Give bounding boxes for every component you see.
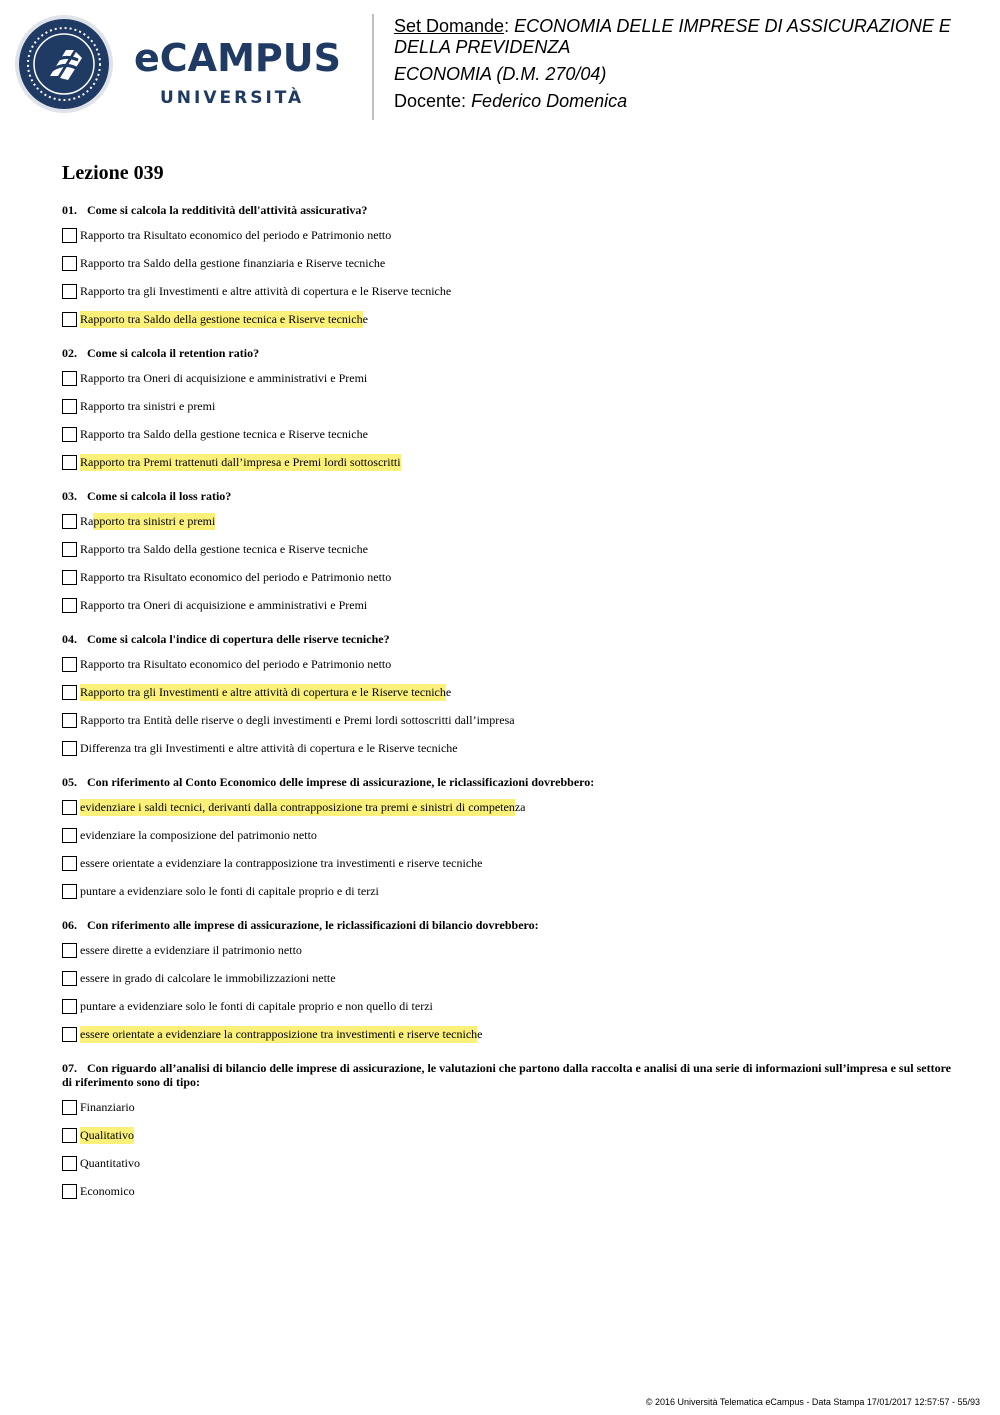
answer-option[interactable]: [62, 853, 962, 873]
question-number: 01.: [62, 203, 77, 217]
question-prompt: Come si calcola la redditività dell'attività assicurativa?: [87, 203, 368, 217]
question-prompt: Come si calcola il loss ratio?: [87, 489, 232, 503]
checkbox[interactable]: [62, 312, 77, 327]
answer-option[interactable]: [62, 225, 962, 245]
answer-text: essere dirette a evidenziare il patrimonio netto: [80, 942, 302, 957]
header-info: Set Domande: ECONOMIA DELLE IMPRESE DI ASSICURAZIONE E DELLA PREVIDENZA ECONOMIA (D.M. 270/04) Docente: Federico Domenica: [394, 16, 994, 112]
page-header: [0, 0, 1000, 130]
answer-text: Differenza tra gli Investimenti e altre attività di copertura e le Riserve tecniche: [80, 740, 458, 755]
checkbox[interactable]: [62, 657, 77, 672]
checkbox[interactable]: [62, 1128, 77, 1143]
answer-text: Rapporto tra Oneri di acquisizione e amministrativi e Premi: [80, 370, 368, 385]
header-divider: [372, 14, 374, 120]
question-prompt: Con riferimento alle imprese di assicurazione, le riclassificazioni di bilancio dovrebbero:: [87, 918, 539, 932]
logo-wordmark: eCAMPUS: [134, 36, 341, 80]
answer-text: evidenziare la composizione del patrimonio netto: [80, 827, 317, 842]
answer-option[interactable]: [62, 424, 962, 444]
answer-option[interactable]: [62, 281, 962, 301]
checkbox[interactable]: [62, 1184, 77, 1199]
answer-text: za: [514, 799, 526, 814]
question-prompt: Come si calcola il retention ratio?: [87, 346, 260, 360]
checkbox[interactable]: [62, 971, 77, 986]
answer-text: essere orientate a evidenziare la contrapposizione tra investimenti e riserve tecniche: [80, 855, 483, 870]
checkbox[interactable]: [62, 685, 77, 700]
question-text: [62, 775, 962, 789]
answer-text: essere in grado di calcolare le immobilizzazioni nette: [80, 970, 336, 985]
answer-text: Rapporto tra Risultato economico del periodo e Patrimonio netto: [80, 656, 392, 671]
checkbox[interactable]: [62, 598, 77, 613]
checkbox[interactable]: [62, 741, 77, 756]
answer-option[interactable]: [62, 567, 962, 587]
question-number: 04.: [62, 632, 77, 646]
question-text: [62, 346, 962, 360]
answer-option[interactable]: [62, 368, 962, 388]
highlighted-answer-text: pporto tra sinistri e premi: [93, 513, 216, 528]
question-5: [62, 775, 962, 901]
checkbox[interactable]: [62, 427, 77, 442]
question-text: [62, 632, 962, 646]
question-number: 07.: [62, 1061, 77, 1075]
answer-text: e: [445, 684, 452, 699]
answer-text: Rapporto tra Saldo della gestione finanziaria e Riserve tecniche: [80, 255, 386, 270]
answer-text: puntare a evidenziare solo le fonti di capitale proprio e di terzi: [80, 883, 379, 898]
answer-option[interactable]: [62, 452, 962, 472]
checkbox[interactable]: [62, 943, 77, 958]
answer-option[interactable]: [62, 396, 962, 416]
highlighted-answer-text: Rapporto tra Saldo della gestione tecnica e Riserve tecnich: [80, 311, 363, 326]
highlighted-answer-text: evidenziare i saldi tecnici, derivanti dalla contrapposizione tra premi e sinistri di competen: [80, 799, 515, 814]
set-label: Set Domande: [394, 16, 505, 36]
answer-option[interactable]: [62, 996, 962, 1016]
highlighted-answer-text: Rapporto tra gli Investimenti e altre attività di copertura e le Riserve tecnich: [80, 684, 446, 699]
question-list: [62, 203, 962, 1201]
question-text: [62, 203, 962, 217]
answer-text: Ra: [80, 513, 94, 528]
question-prompt: Come si calcola l'indice di copertura delle riserve tecniche?: [87, 632, 390, 646]
answer-option[interactable]: [62, 654, 962, 674]
checkbox[interactable]: [62, 999, 77, 1014]
checkbox[interactable]: [62, 884, 77, 899]
answer-text: Rapporto tra Saldo della gestione tecnica e Riserve tecniche: [80, 426, 368, 441]
set-title: ECONOMIA DELLE IMPRESE DI ASSICURAZIONE E DELLA PREVIDENZA: [394, 16, 951, 57]
page-footer: © 2016 Università Telematica eCampus - Data Stampa 17/01/2017 12:57:57 - 55/93: [645, 1397, 980, 1407]
answer-option[interactable]: [62, 511, 962, 531]
question-7: [62, 1061, 962, 1201]
question-number: 05.: [62, 775, 77, 789]
question-prompt: Con riguardo all’analisi di bilancio delle imprese di assicurazione, le valutazioni che partono dalla raccolta e analisi di una serie di informazioni sull’impresa e sul settore di riferimento sono di tipo:: [62, 1061, 951, 1089]
checkbox[interactable]: [62, 284, 77, 299]
checkbox[interactable]: [62, 371, 77, 386]
answer-text: Rapporto tra Entità delle riserve o degli investimenti e Premi lordi sottoscritti dall’impresa: [80, 712, 515, 727]
question-3: [62, 489, 962, 615]
answer-option[interactable]: [62, 1097, 962, 1117]
question-6: [62, 918, 962, 1044]
answer-text: e: [362, 311, 368, 326]
question-1: [62, 203, 962, 329]
answer-option[interactable]: [62, 825, 962, 845]
answer-text: puntare a evidenziare solo le fonti di capitale proprio e non quello di terzi: [80, 998, 433, 1013]
checkbox[interactable]: [62, 514, 77, 529]
answer-text: Rapporto tra Oneri di acquisizione e amministrativi e Premi: [80, 597, 368, 612]
question-text: [62, 918, 962, 932]
answer-text: Rapporto tra Risultato economico del periodo e Patrimonio netto: [80, 227, 392, 242]
checkbox[interactable]: [62, 256, 77, 271]
checkbox[interactable]: [62, 1156, 77, 1171]
question-text: [62, 1061, 962, 1089]
checkbox[interactable]: [62, 800, 77, 815]
answer-option[interactable]: [62, 253, 962, 273]
course-name: ECONOMIA (D.M. 270/04): [394, 64, 607, 84]
answer-option[interactable]: [62, 881, 962, 901]
highlighted-answer-text: essere orientate a evidenziare la contrapposizione tra investimenti e riserve tecnich: [80, 1026, 478, 1041]
question-number: 03.: [62, 489, 77, 503]
answer-text: Quantitativo: [80, 1155, 140, 1170]
answer-text: Rapporto tra gli Investimenti e altre attività di copertura e le Riserve tecniche: [80, 283, 452, 298]
question-4: [62, 632, 962, 758]
question-number: 02.: [62, 346, 77, 360]
checkbox[interactable]: [62, 570, 77, 585]
answer-text: Rapporto tra Saldo della gestione tecnica e Riserve tecniche: [80, 541, 368, 556]
answer-option[interactable]: [62, 1153, 962, 1173]
answer-option[interactable]: [62, 968, 962, 988]
question-number: 06.: [62, 918, 77, 932]
answer-text: Rapporto tra sinistri e premi: [80, 398, 216, 413]
checkbox[interactable]: [62, 856, 77, 871]
teacher-label: Docente:: [394, 91, 467, 111]
highlighted-answer-text: Rapporto tra Premi trattenuti dall’impresa e Premi lordi sottoscritti: [80, 454, 401, 469]
checkbox[interactable]: [62, 399, 77, 414]
logo-subtitle: UNIVERSITÀ: [160, 88, 305, 108]
teacher-name: Federico Domenica: [471, 91, 628, 111]
checkbox[interactable]: [62, 1100, 77, 1115]
lesson-title: Lezione 039: [62, 162, 164, 184]
checkbox[interactable]: [62, 713, 77, 728]
answer-option[interactable]: [62, 738, 962, 758]
university-seal-logo: [14, 14, 114, 114]
question-prompt: Con riferimento al Conto Economico delle imprese di assicurazione, le riclassificazioni dovrebbero:: [87, 775, 595, 789]
checkbox[interactable]: [62, 455, 77, 470]
answer-text: Economico: [80, 1183, 135, 1198]
answer-option[interactable]: [62, 797, 962, 817]
answer-text: Finanziario: [80, 1099, 135, 1114]
answer-option[interactable]: [62, 539, 962, 559]
question-set: [62, 160, 962, 1218]
checkbox[interactable]: [62, 542, 77, 557]
answer-option[interactable]: [62, 309, 962, 329]
answer-option[interactable]: [62, 595, 962, 615]
answer-option[interactable]: [62, 1181, 962, 1201]
checkbox[interactable]: [62, 828, 77, 843]
answer-text: e: [477, 1026, 483, 1041]
checkbox[interactable]: [62, 228, 77, 243]
checkbox[interactable]: [62, 1027, 77, 1042]
answer-option[interactable]: [62, 710, 962, 730]
answer-option[interactable]: [62, 1125, 962, 1145]
answer-option[interactable]: [62, 940, 962, 960]
answer-option[interactable]: [62, 1024, 962, 1044]
answer-option[interactable]: [62, 682, 962, 702]
answer-text: Rapporto tra Risultato economico del periodo e Patrimonio netto: [80, 569, 392, 584]
highlighted-answer-text: Qualitativo: [80, 1127, 134, 1142]
question-2: [62, 346, 962, 472]
question-text: [62, 489, 962, 503]
